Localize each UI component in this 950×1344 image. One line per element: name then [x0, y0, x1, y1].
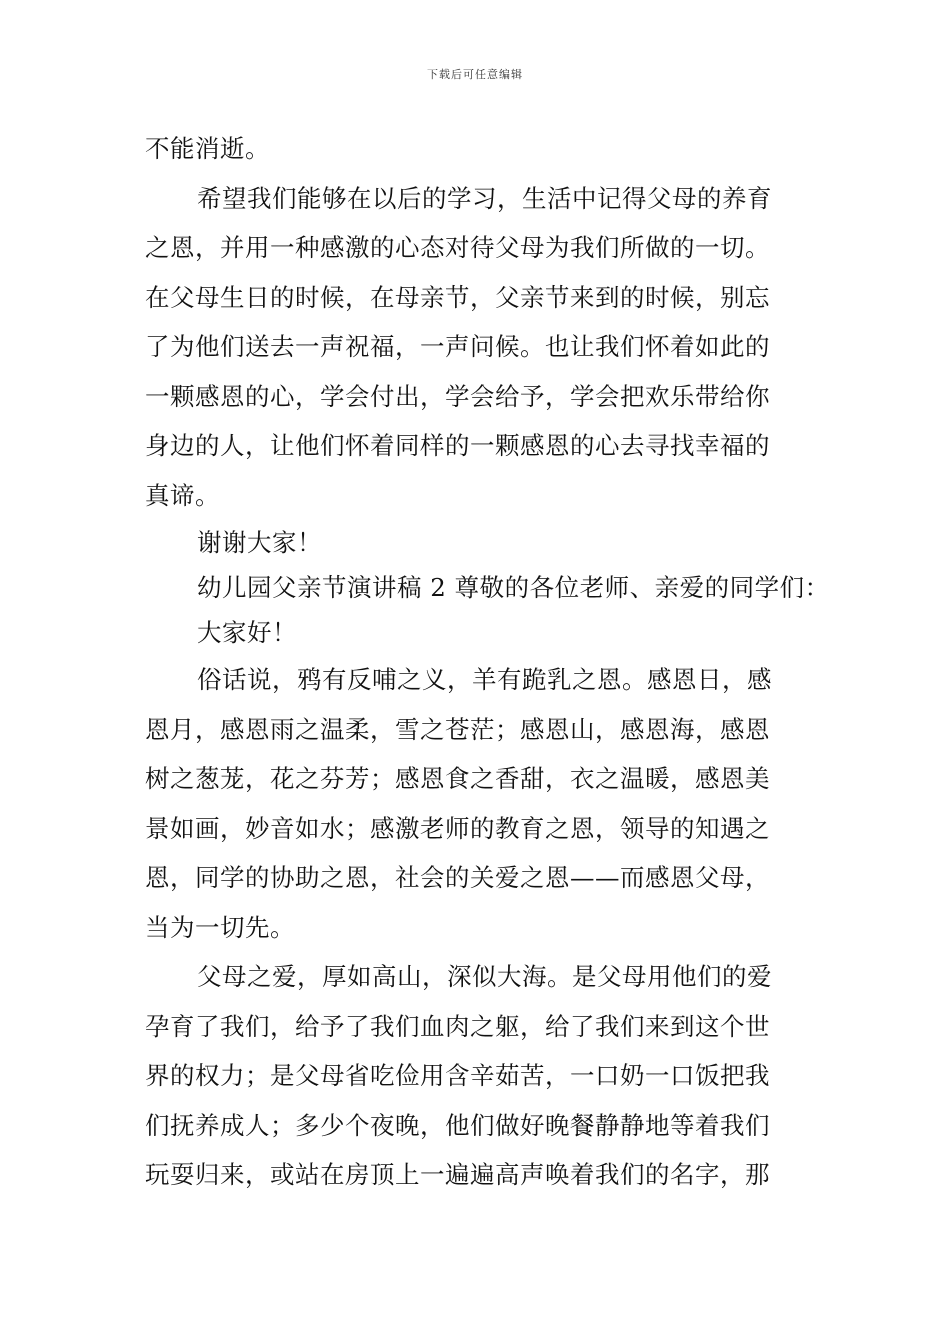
- body-line: 谢谢大家！: [197, 528, 322, 557]
- body-line: 希望我们能够在以后的学习，生活中记得父母的养育: [197, 183, 772, 213]
- body-line: 孕育了我们，给予了我们血肉之躯，给了我们来到这个世: [145, 1011, 770, 1041]
- body-line: 俗话说，鸦有反哺之义，羊有跪乳之恩。感恩日，感: [197, 665, 772, 694]
- body-line: 不能消逝。: [145, 134, 270, 163]
- body-line: 树之葱茏，花之芬芳；感恩食之香甜，衣之温暖，感恩美: [145, 764, 770, 793]
- body-line: 父母之爱，厚如高山，深似大海。是父母用他们的爱: [197, 962, 772, 991]
- body-line: 当为一切先。: [145, 912, 295, 942]
- body-line: 身边的人，让他们怀着同样的一颗感恩的心去寻找幸福的: [145, 431, 770, 460]
- body-line: 在父母生日的时候，在母亲节，父亲节来到的时候，别忘: [145, 282, 770, 312]
- body-line: 大家好！: [197, 618, 297, 647]
- body-line: 幼儿园父亲节演讲稿 2 尊敬的各位老师、亲爱的同学们：: [197, 573, 830, 602]
- body-line: 恩，同学的协助之恩，社会的关爱之恩——而感恩父母，: [145, 863, 770, 892]
- body-line: 界的权力；是父母省吃俭用含辛茹苦，一口奶一口饭把我: [145, 1061, 770, 1090]
- header-note: 下载后可任意编辑: [427, 68, 523, 81]
- body-line: 玩耍归来，或站在房顶上一遍遍高声唤着我们的名字，那: [145, 1160, 770, 1189]
- body-line: 们抚养成人；多少个夜晚，他们做好晚餐静静地等着我们: [145, 1110, 770, 1140]
- body-line: 之恩，并用一种感激的心态对待父母为我们所做的一切。: [145, 233, 770, 262]
- body-line: 了为他们送去一声祝福，一声问候。也让我们怀着如此的: [145, 332, 770, 361]
- body-line: 一颗感恩的心，学会付出，学会给予，学会把欢乐带给你: [145, 381, 770, 411]
- body-line: 真谛。: [145, 480, 220, 510]
- body-line: 恩月，感恩雨之温柔，雪之苍茫；感恩山，感恩海，感恩: [145, 714, 770, 744]
- document-body: [145, 124, 830, 1200]
- body-line: 景如画，妙音如水；感激老师的教育之恩，领导的知遇之: [145, 813, 770, 843]
